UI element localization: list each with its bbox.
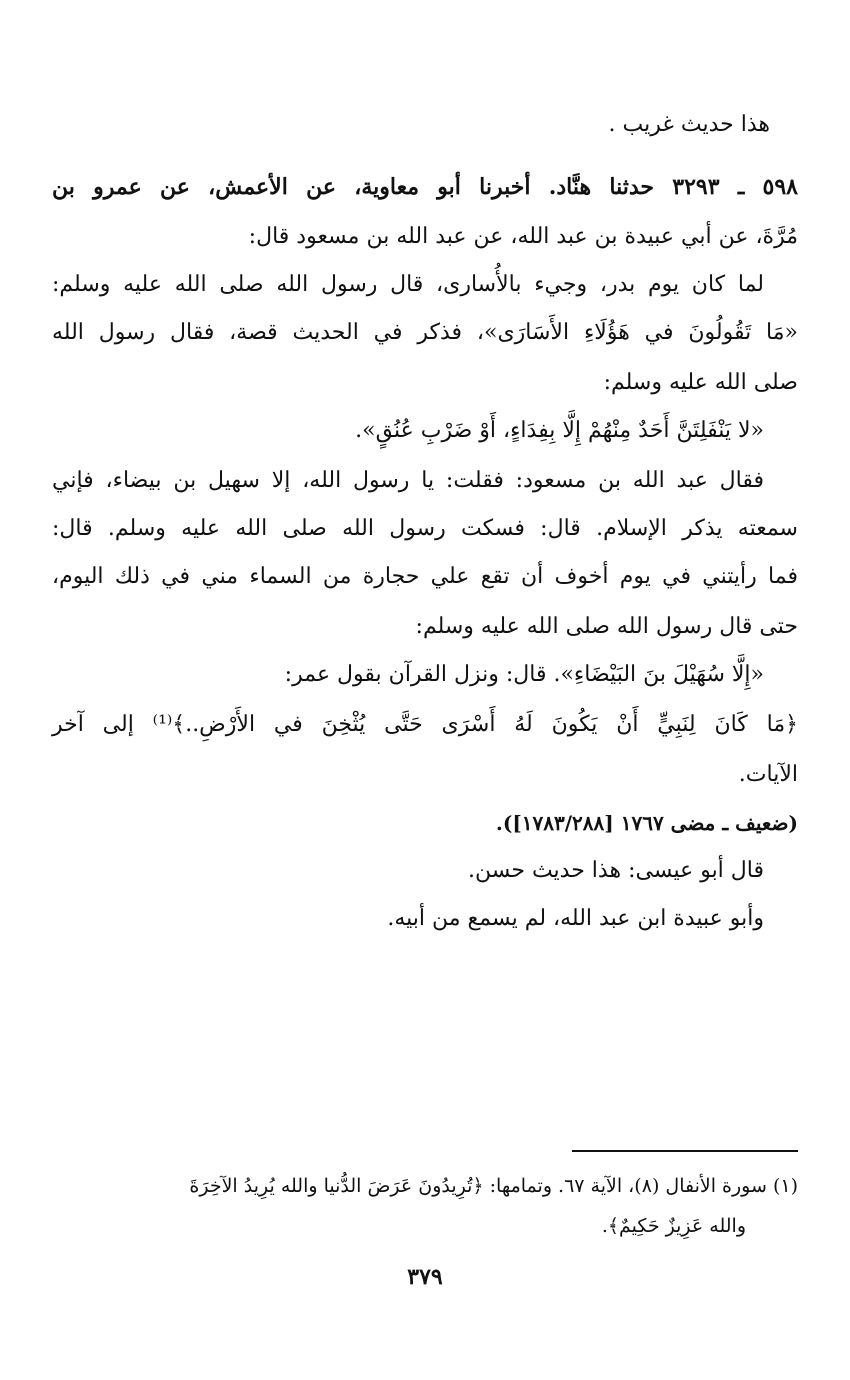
- text-line: قال أبو عيسى: هذا حديث حسن.: [467, 858, 764, 883]
- text-line: وأبو عبيدة ابن عبد الله، لم يسمع من أبيه.: [387, 906, 764, 931]
- hadith-header-line: ٥٩٨ ـ ٣٢٩٣ حدثنا هنَّاد. أخبرنا أبو معاوية، عن الأعمش، عن عمرو بن: [52, 174, 798, 200]
- text-line: فقال عبد الله بن مسعود: فقلت: يا رسول الله، إلا سهيل بن بيضاء، فإني: [52, 468, 764, 493]
- text-line: حتى قال رسول الله صلى الله عليه وسلم:: [415, 614, 798, 639]
- text-line: الآيات.: [738, 762, 798, 787]
- quote-line: «لا يَنْفَلِتَنَّ أَحَدٌ مِنْهُمْ إِلَّا بِفِدَاءٍ، أَوْ ضَرْبِ عُنُقٍ».: [355, 418, 764, 443]
- footnote-line: (١) سورة الأنفال (٨)، الآية ٦٧. وتمامها: ﴿تُرِيدُونَ عَرَضَ الدُّنيا والله يُرِيدُ الآخِرَةَ: [189, 1175, 798, 1197]
- text-line: لما كان يوم بدر، وجيء بالأُسارى، قال رسول الله صلى الله عليه وسلم:: [52, 272, 764, 297]
- footnote-separator: [572, 1150, 798, 1152]
- grading-reference: (ضعيف ـ مضى ١٧٦٧ [١٧٨٣/٢٨٨]).: [495, 811, 798, 835]
- text-line: هذا حديث غريب .: [608, 112, 770, 137]
- text-line: سمعته يذكر الإسلام. قال: فسكت رسول الله صلى الله عليه وسلم. قال:: [52, 516, 798, 541]
- text-line: «مَا تَقُولُونَ في هَؤُلَاءِ الأَسَارَى»، فذكر في الحديث قصة، فقال رسول الله: [52, 320, 798, 345]
- text-line: صلى الله عليه وسلم:: [603, 370, 798, 395]
- quote-line: «إِلَّا سُهَيْلَ بنَ البَيْضَاءِ». قال: ونزل القرآن بقول عمر:: [284, 662, 764, 687]
- page-number: ٣٧٩: [407, 1264, 443, 1290]
- text-line: فما رأيتني في يوم أخوف أن تقع علي حجارة من السماء مني في ذلك اليوم،: [52, 564, 798, 589]
- quran-quote-line: ﴿مَا كَانَ لِنَبِيٍّ أَنْ يَكُونَ لَهُ أَسْرَى حَتَّى يُثْخِنَ في الأَرْضِ..﴾⁽¹⁾ إلى آخر: [52, 712, 798, 737]
- text-line: مُرَّةَ، عن أبي عبيدة بن عبد الله، عن عبد الله بن مسعود قال:: [248, 224, 798, 249]
- footnote-line: والله عَزِيزٌ حَكِيمٌ﴾.: [601, 1215, 746, 1237]
